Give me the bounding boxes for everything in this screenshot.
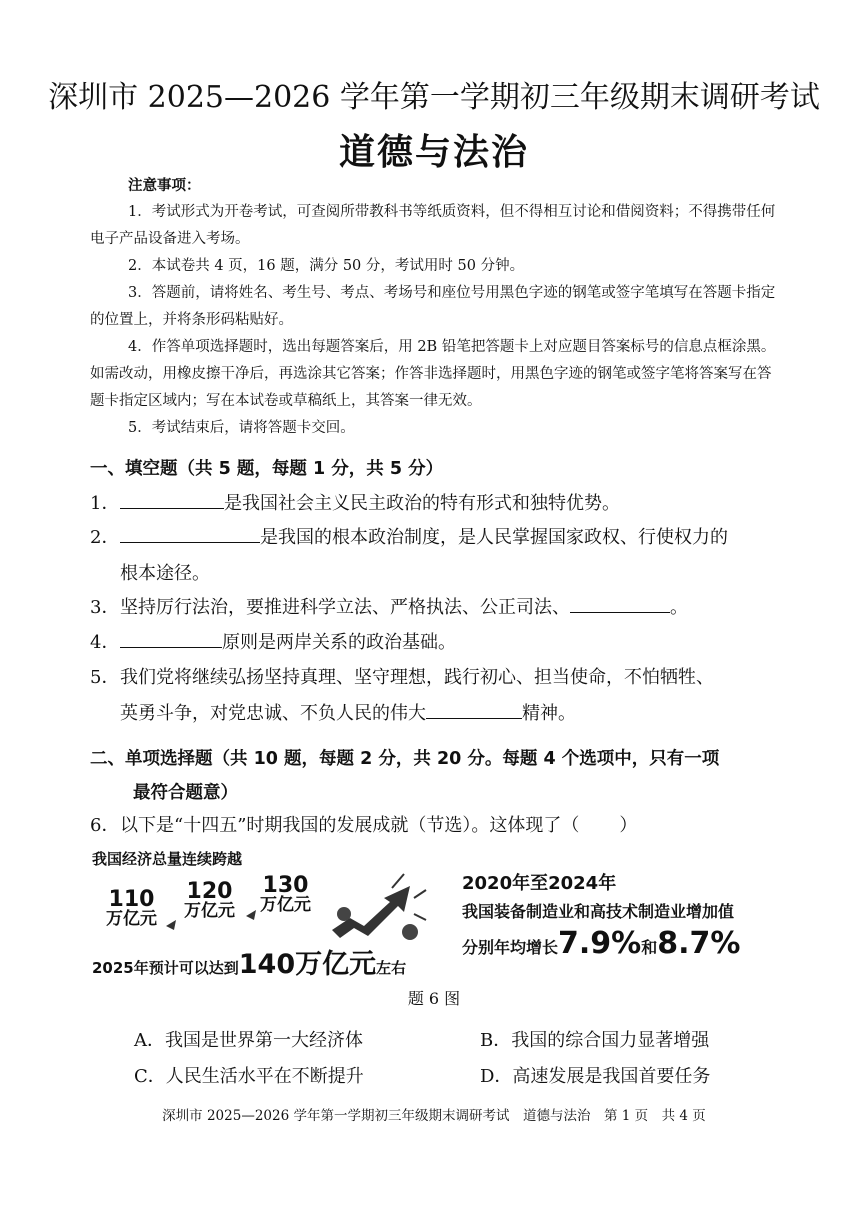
gdp-box-2 [184,880,235,921]
instructions-heading: 注意事项： [128,177,201,194]
question-5 [90,660,790,732]
exam-title: 深圳市 2025—2026 学年第一学期初三年级期末调研考试 [48,80,820,115]
question-text-continued [90,696,790,732]
section-2-heading [90,742,790,810]
question-text: 是我国社会主义民主政治的特有形式和独特优势。 [224,493,620,514]
section-2-heading-line: 二、单项选择题（共 10 题，每题 2 分，共 20 分。每题 4 个选项中，只有一项 [90,749,720,769]
question-number: 2． [90,527,120,548]
answer-blank[interactable] [120,625,222,648]
forecast-text: 2025年预计可以达到 [92,959,239,977]
instruction-item: 3．答题前，请将姓名、考生号、考点、考场号和座位号用黑色字迹的钢笔或签字笔填写在答题卡指定的位置上，并将条形码粘贴好。 [90,285,776,328]
small-arrow-icon [246,910,256,920]
gdp-forecast [92,942,406,981]
page-footer: 深圳市 2025—2026 学年第一学期初三年级期末调研考试 道德与法治 第 1 页 共 4 页 [162,1108,706,1124]
spark-line [392,874,404,888]
question-6 [90,808,790,844]
option-c[interactable]: C．人民生活水平在不断提升 [134,1066,364,1087]
gdp-value: 130 [262,873,309,898]
coin-icon [402,924,418,940]
instruction-item: 4．作答单项选择题时，选出每题答案后，用 2B 铅笔把答题卡上对应题目答案标号的信息点框涂黑。如需改动，用橡皮擦干净后，再选涂其它答案；作答非选择题时，用黑色字迹的钢笔或签字笔将答案写在答题卡指定区域内；写在本试卷或草稿纸上，其答案一律无效。 [90,339,776,409]
question-1 [90,486,790,522]
forecast-text-end: 左右 [376,959,407,977]
spark-line [414,890,426,898]
gdp-unit: 万亿元 [106,909,157,930]
question-number: 5． [90,667,120,688]
question-2 [90,520,790,592]
question-text-end: 。 [670,597,688,618]
section-2-heading-line: 最符合题意） [133,783,238,803]
gdp-box-1 [106,888,157,929]
gdp-value: 120 [186,879,233,904]
answer-blank[interactable] [570,590,670,613]
figure-economy-panel [92,848,432,978]
forecast-value: 140万亿元 [238,949,377,980]
gdp-unit: 万亿元 [184,901,235,922]
growth-value-2: 8.7% [657,926,741,961]
growth-text: 分别年均增长 [462,938,559,957]
section-1-heading: 一、填空题（共 5 题，每题 1 分，共 5 分） [90,459,444,479]
answer-blank[interactable] [120,520,260,543]
question-number: 3． [90,597,120,618]
instruction-item: 5．考试结束后，请将答题卡交回。 [128,420,355,436]
growth-value-1: 7.9% [558,926,642,961]
subject-title: 道德与法治 [338,132,529,173]
coin-icon [337,907,351,921]
question-stem: 以下是“十四五”时期我国的发展成就（节选）。这体现了（ [120,815,580,836]
growth-text-mid: 和 [641,938,658,957]
question-text: 是我国的根本政治制度，是人民掌握国家政权、行使权力的 [260,527,728,548]
question-text: 原则是两岸关系的政治基础。 [222,632,456,653]
manufacturing-desc: 我国装备制造业和高技术制造业增加值 [462,902,735,921]
question-text-end: 精神。 [522,703,576,724]
instruction-item: 2．本试卷共 4 页，16 题，满分 50 分，考试用时 50 分钟。 [128,258,525,274]
option-a[interactable]: A．我国是世界第一大经济体 [134,1030,363,1051]
question-text: 坚持厉行法治，要推进科学立法、严格执法、公正司法、 [120,597,570,618]
question-4 [90,625,790,661]
manufacturing-growth [462,926,762,966]
instructions [90,172,780,442]
small-arrow-icon [166,920,176,930]
option-b[interactable]: B．我国的综合国力显著增强 [480,1030,710,1051]
figure-left-title: 我国经济总量连续跨越 [92,850,243,868]
spark-line [414,914,426,920]
question-3 [90,590,790,626]
answer-blank[interactable] [120,486,224,509]
figure-manufacturing-panel [462,870,762,966]
manufacturing-period: 2020年至2024年 [462,873,617,894]
gdp-box-3 [260,874,311,915]
question-text-continued: 根本途径。 [120,563,210,584]
question-text: 英勇斗争，对党忠诚、不负人民的伟大 [120,703,426,724]
answer-blank[interactable] [426,696,522,719]
question-text: 我们党将继续弘扬坚持真理、坚守理想，践行初心、担当使命，不怕牺牲、 [120,667,714,688]
figure-caption: 题 6 图 [407,989,461,1008]
instruction-item: 1．考试形式为开卷考试，可查阅所带教科书等纸质资料，但不得相互讨论和借阅资料；不得携带任何电子产品设备进入考场。 [90,204,776,247]
option-d[interactable]: D．高速发展是我国首要任务 [480,1066,711,1087]
gdp-unit: 万亿元 [260,895,311,916]
question-number: 4． [90,632,120,653]
gdp-value: 110 [108,887,155,912]
question-number: 6． [90,815,120,836]
question-number: 1． [90,493,120,514]
question-stem-end: ） [619,815,638,836]
